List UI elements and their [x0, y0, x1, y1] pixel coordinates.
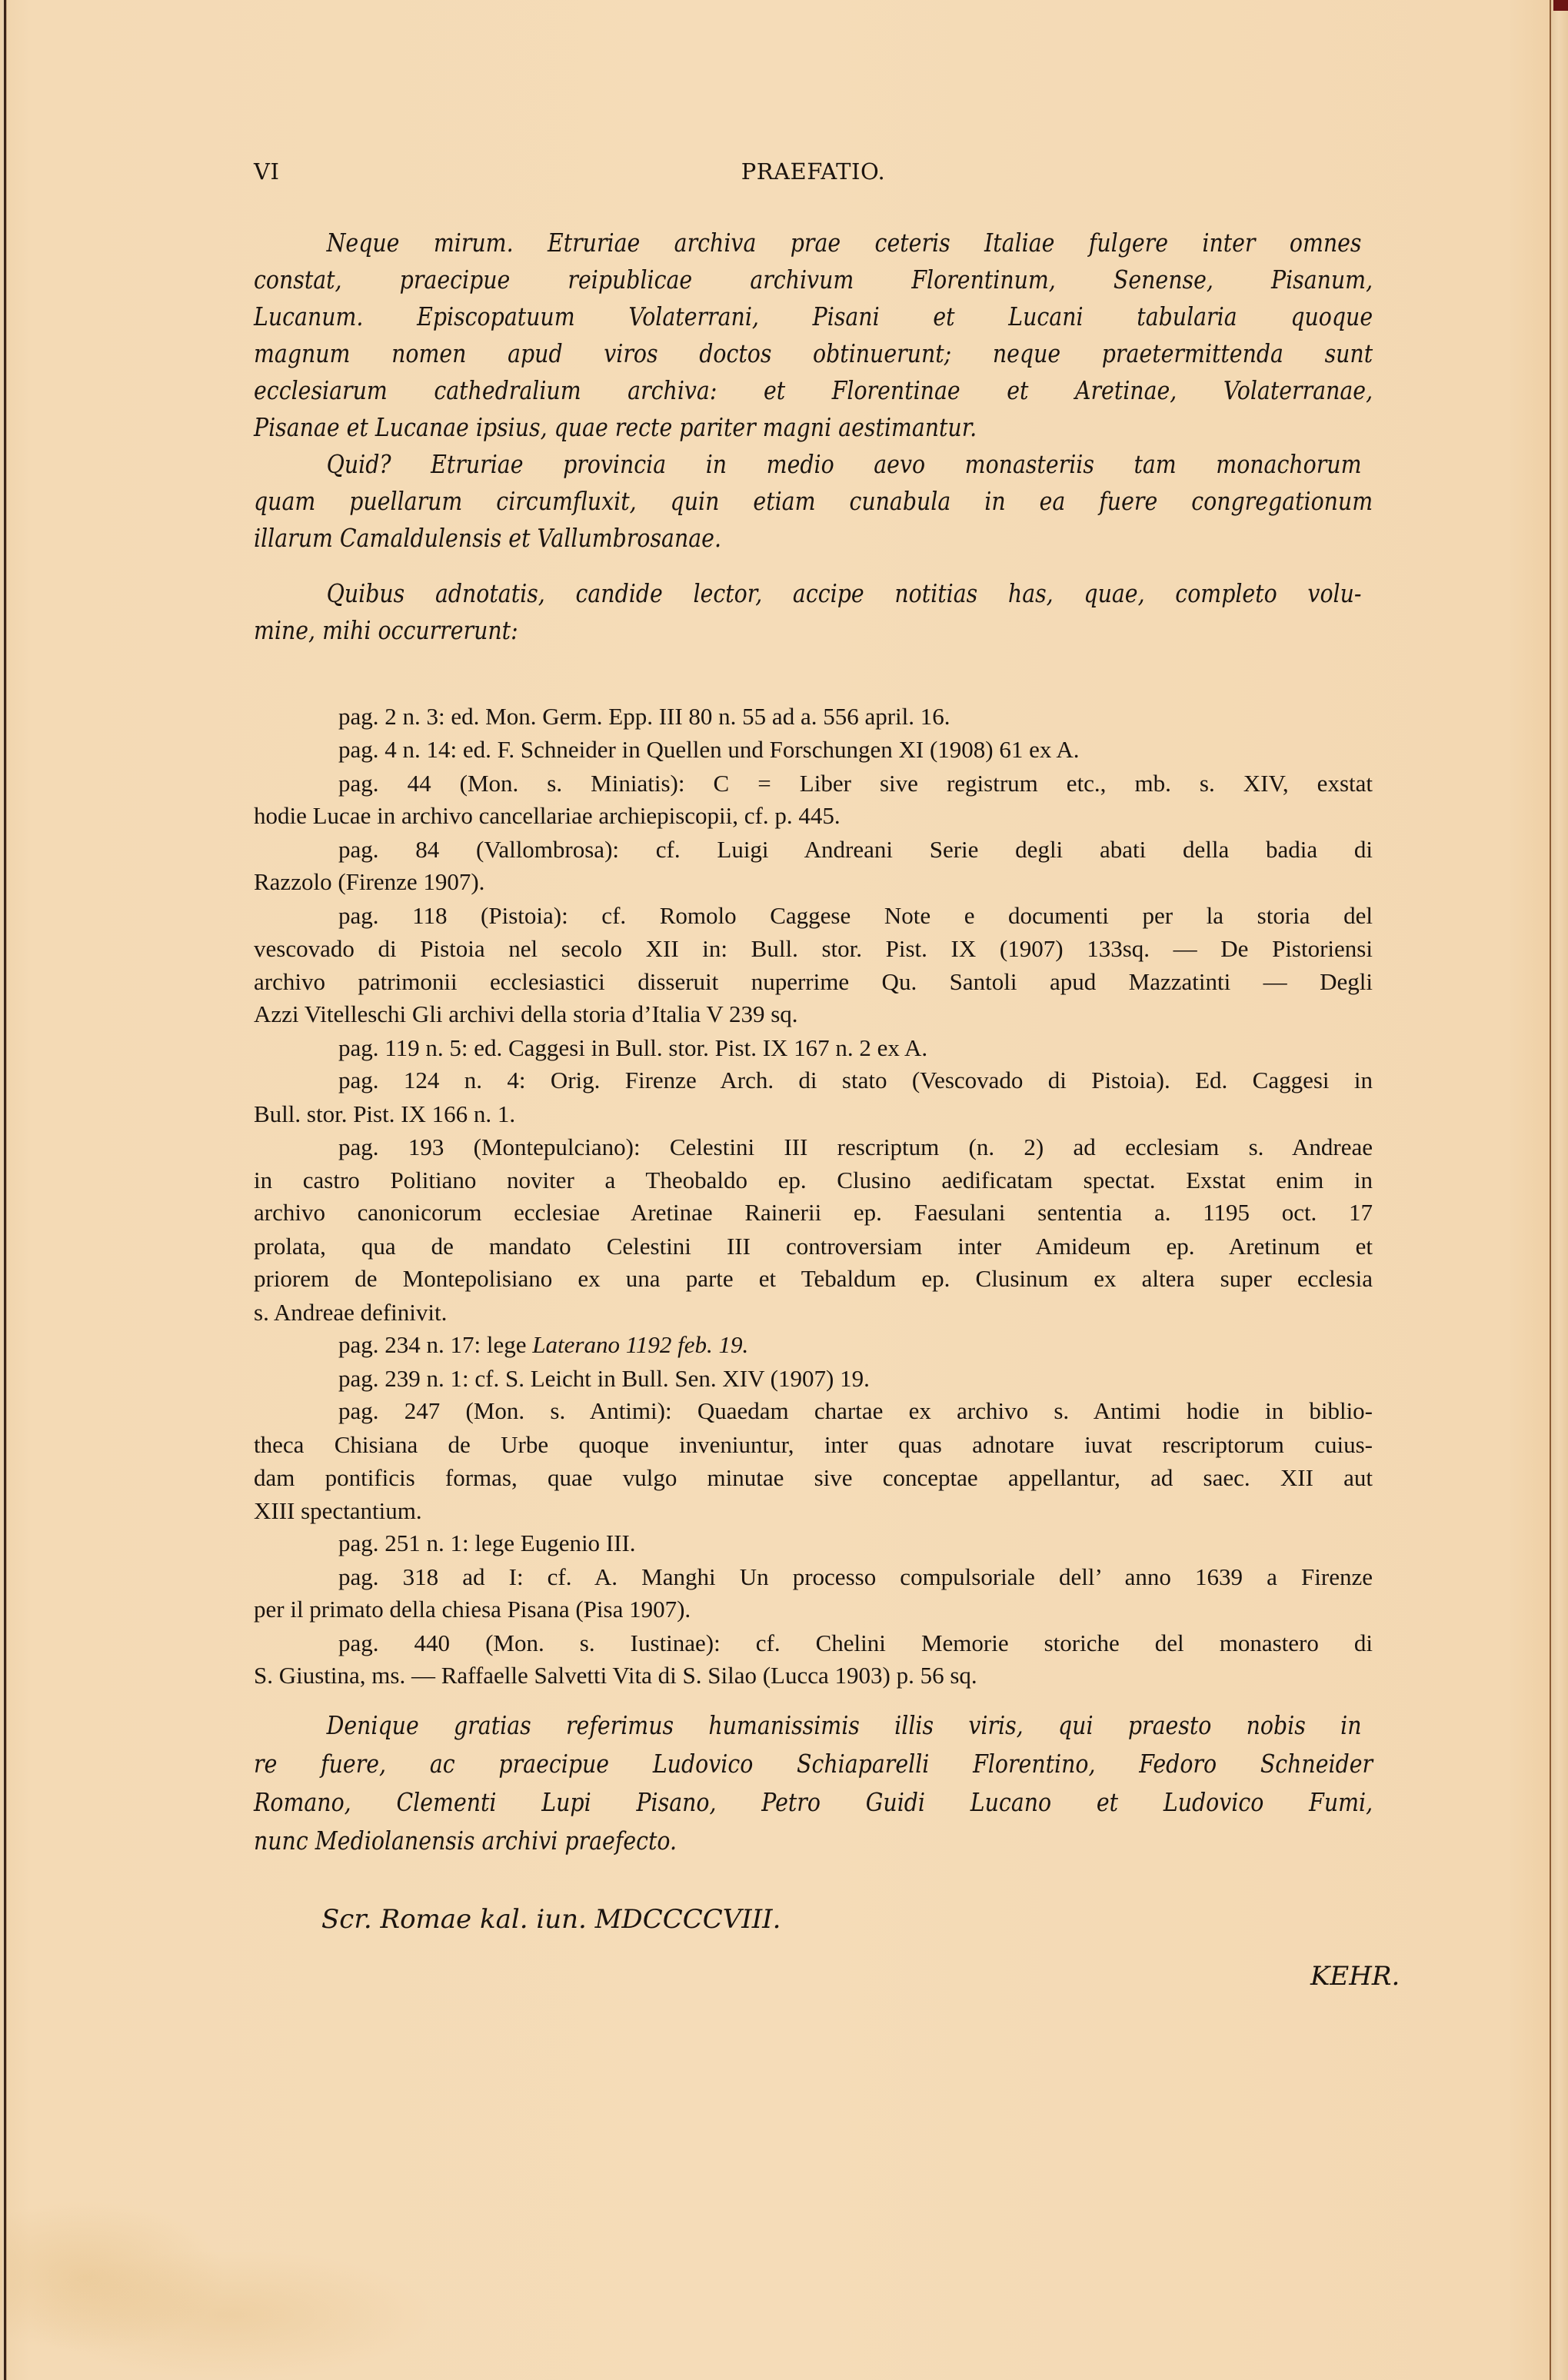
page-number: VI — [254, 158, 280, 185]
note-line — [338, 1331, 1373, 1359]
text-line: Pisanae et Lucanae ipsius, quae recte pariter magni aestimantur. — [254, 412, 977, 442]
note-line: archivo patrimonii ecclesiastici disseruit nuperrime Qu. Santoli apud Mazzatinti — Degli — [254, 968, 1373, 995]
note-line: archivo canonicorum ecclesiae Aretinae Rainerii ep. Faesulani sententia a. 1195 oct. 17 — [254, 1199, 1373, 1226]
text-line: quam puellarum circumfluxit, quin etiam cunabula in ea fuere congregationum — [254, 486, 1373, 516]
note-line: pag. 44 (Mon. s. Miniatis): C = Liber sive registrum etc., mb. s. XIV, exstat — [338, 770, 1373, 797]
note-line: prolata, qua de mandato Celestini III controversiam inter Amideum ep. Aretinum et — [254, 1233, 1373, 1260]
note-line: Bull. stor. Pist. IX 166 n. 1. — [254, 1100, 516, 1127]
note-line: pag. 193 (Montepulciano): Celestini III rescriptum (n. 2) ad ecclesiam s. Andreae — [338, 1133, 1373, 1160]
note-line: XIII spectantium. — [254, 1497, 422, 1524]
text-line: Lucanum. Episcopatuum Volaterrani, Pisani et Lucani tabularia quoque — [254, 301, 1373, 331]
author-signature: KEHR. — [1310, 1961, 1400, 1992]
page-fore-edge — [1550, 0, 1568, 2380]
note-line: S. Giustina, ms. — Raffaelle Salvetti Vita di S. Silao (Lucca 1903) p. 56 sq. — [254, 1662, 977, 1689]
text-line: nunc Mediolanensis archivi praefecto. — [254, 1826, 677, 1856]
note-line: pag. 318 ad I: cf. A. Manghi Un processo compulsoriale dell’ anno 1639 a Firenze — [338, 1563, 1373, 1590]
text-line: Quibus adnotatis, candide lector, accipe notitias has, quae, completo volu- — [326, 578, 1362, 608]
note-line: pag. 247 (Mon. s. Antimi): Quaedam chartae ex archivo s. Antimi hodie in biblio- — [338, 1397, 1373, 1424]
text-line: illarum Camaldulensis et Vallumbrosanae. — [254, 523, 721, 553]
text-line: Neque mirum. Etruriae archiva prae ceteris Italiae fulgere inter omnes — [326, 228, 1362, 258]
note-line: pag. 2 n. 3: ed. Mon. Germ. Epp. III 80 n. 55 ad a. 556 april. 16. — [338, 703, 950, 730]
note-line: pag. 84 (Vallombrosa): cf. Luigi Andreani Serie degli abati della badia di — [338, 836, 1373, 863]
text-line: ecclesiarum cathedralium archiva: et Florentinae et Aretinae, Volaterranae, — [254, 375, 1373, 405]
running-title: PRAEFATIO. — [741, 158, 886, 185]
text-line: Quid? Etruriae provincia in medio aevo monasteriis tam monachorum — [326, 449, 1362, 479]
note-line: theca Chisiana de Urbe quoque inveniuntur, inter quas adnotare iuvat rescriptorum cuius- — [254, 1431, 1373, 1458]
note-line: s. Andreae definivit. — [254, 1299, 448, 1326]
note-line: pag. 239 n. 1: cf. S. Leicht in Bull. Sen. XIV (1907) 19. — [338, 1365, 870, 1392]
note-line: Razzolo (Firenze 1907). — [254, 868, 485, 895]
note-line: pag. 440 (Mon. s. Iustinae): cf. Chelini Memorie storiche del monastero di — [338, 1629, 1373, 1656]
note-line: pag. 118 (Pistoia): cf. Romolo Caggese Note e documenti per la storia del — [338, 902, 1373, 929]
note-text: pag. 234 n. 17: lege — [338, 1331, 533, 1358]
text-line: magnum nomen apud viros doctos obtinuerunt; neque praetermittenda sunt — [254, 338, 1373, 368]
text-line: Denique gratias referimus humanissimis illis viris, qui praesto nobis in — [326, 1710, 1362, 1740]
note-line: pag. 251 n. 1: lege Eugenio III. — [338, 1530, 636, 1556]
text-line: Romano, Clementi Lupi Pisano, Petro Guidi Lucano et Ludovico Fumi, — [254, 1787, 1373, 1817]
note-line: pag. 124 n. 4: Orig. Firenze Arch. di stato (Vescovado di Pistoia). Ed. Caggesi in — [338, 1067, 1373, 1093]
note-line: vescovado di Pistoia nel secolo XII in: Bull. stor. Pist. IX (1907) 133sq. — De Pistoriensi — [254, 935, 1373, 962]
note-line: in castro Politiano noviter a Theobaldo ep. Clusino aedificatam spectat. Exstat enim in — [254, 1167, 1373, 1193]
running-header — [254, 158, 1373, 189]
note-line: Azzi Vitelleschi Gli archivi della storia d’Italia V 239 sq. — [254, 1000, 798, 1027]
dateline: Scr. Romae kal. iun. MDCCCCVIII. — [321, 1904, 781, 1935]
note-line: pag. 4 n. 14: ed. F. Schneider in Quellen und Forschungen XI (1908) 61 ex A. — [338, 736, 1080, 763]
note-line: dam pontificis formas, quae vulgo minutae sive conceptae appellantur, ad saec. XII aut — [254, 1464, 1373, 1491]
text-line: constat, praecipue reipublicae archivum Florentinum, Senense, Pisanum, — [254, 265, 1373, 295]
note-line: per il primato della chiesa Pisana (Pisa 1907). — [254, 1596, 691, 1623]
note-line: hodie Lucae in archivo cancellariae archiepiscopii, cf. p. 445. — [254, 802, 841, 829]
cover-edge — [1553, 0, 1568, 11]
text-line: re fuere, ac praecipue Ludovico Schiaparelli Florentino, Fedoro Schneider — [254, 1749, 1373, 1779]
note-line: priorem de Montepolisiano ex una parte et Tebaldum ep. Clusinum ex altera super ecclesia — [254, 1265, 1373, 1292]
note-italic-text: Laterano 1192 feb. 19. — [532, 1331, 749, 1358]
gutter-edge — [2, 0, 7, 2380]
text-line: mine, mihi occurrerunt: — [254, 615, 518, 645]
note-line: pag. 119 n. 5: ed. Caggesi in Bull. stor. Pist. IX 167 n. 2 ex A. — [338, 1034, 928, 1061]
